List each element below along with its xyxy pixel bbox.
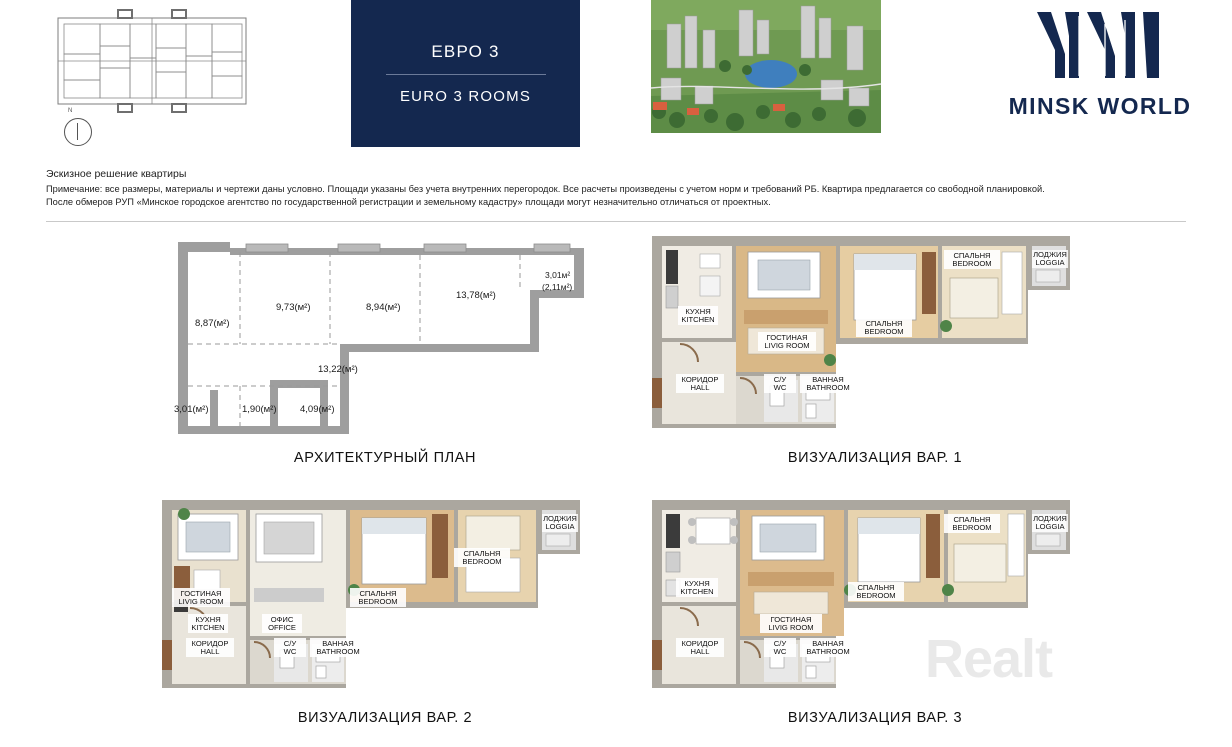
title-english: EURO 3 ROOMS [399, 88, 532, 105]
visualization-variant-2 [150, 492, 620, 697]
room-label-bedroom-right [944, 250, 1000, 269]
mw-monogram-icon [1025, 6, 1175, 84]
svg-text:КОРИДОР: КОРИДОР [681, 375, 719, 384]
room-label-office [262, 614, 302, 633]
room-label-bedroom-mid [350, 588, 406, 607]
compass-north-label: N [68, 108, 73, 114]
room-label-wc [764, 374, 796, 393]
svg-text:3,01(м²): 3,01(м²) [174, 404, 209, 415]
svg-text:С/У: С/У [283, 639, 297, 648]
svg-text:ГОСТИНАЯ: ГОСТИНАЯ [770, 615, 812, 624]
svg-text:ЛОДЖИЯ: ЛОДЖИЯ [1033, 514, 1067, 523]
room-label-bedroom-mid [856, 318, 912, 337]
svg-text:KITCHEN: KITCHEN [191, 623, 225, 632]
svg-text:BATHROOM: BATHROOM [806, 647, 850, 656]
svg-text:BEDROOM: BEDROOM [856, 591, 896, 600]
svg-text:BEDROOM: BEDROOM [952, 523, 992, 532]
notes-block [46, 168, 1186, 209]
svg-text:HALL: HALL [200, 647, 220, 656]
svg-text:1,90(м²): 1,90(м²) [242, 404, 277, 415]
room-label-loggia [542, 514, 578, 532]
svg-text:ЛОДЖИЯ: ЛОДЖИЯ [543, 514, 577, 523]
svg-text:ВАННАЯ: ВАННАЯ [812, 639, 844, 648]
visualization-2-caption: ВИЗУАЛИЗАЦИЯ ВАР. 2 [297, 710, 473, 726]
room-label-hall [186, 638, 234, 657]
svg-text:ГОСТИНАЯ: ГОСТИНАЯ [766, 333, 808, 342]
svg-text:BEDROOM: BEDROOM [358, 597, 398, 606]
svg-text:BEDROOM: BEDROOM [952, 259, 992, 268]
svg-text:ОФИС: ОФИС [270, 615, 294, 624]
svg-text:LIVIG ROOM: LIVIG ROOM [768, 623, 814, 632]
svg-text:LIVIG ROOM: LIVIG ROOM [178, 597, 224, 606]
room-label-bedroom-right [454, 548, 510, 567]
room-label-kitchen [676, 578, 718, 597]
brand-logo [1000, 6, 1200, 131]
svg-text:BATHROOM: BATHROOM [316, 647, 360, 656]
brand-name: MINSK WORLD [1008, 93, 1192, 119]
compass-icon [64, 118, 92, 146]
architectural-plan-caption: АРХИТЕКТУРНЫЙ ПЛАН [293, 450, 477, 466]
svg-text:СПАЛЬНЯ: СПАЛЬНЯ [953, 251, 991, 260]
svg-text:КОРИДОР: КОРИДОР [681, 639, 719, 648]
room-label-loggia [1032, 250, 1068, 268]
svg-text:КОРИДОР: КОРИДОР [191, 639, 229, 648]
svg-text:13,22(м²): 13,22(м²) [318, 364, 358, 375]
svg-text:9,73(м²): 9,73(м²) [276, 302, 311, 313]
visualization-1-caption: ВИЗУАЛИЗАЦИЯ ВАР. 1 [787, 450, 963, 466]
svg-text:(2,11м²): (2,11м²) [542, 282, 573, 292]
svg-text:KITCHEN: KITCHEN [680, 587, 714, 596]
architectural-plan [150, 230, 620, 445]
room-label-bathroom [310, 638, 366, 657]
area-label-group [174, 270, 572, 415]
room-label-bedroom-mid [848, 582, 904, 601]
room-label-bathroom [800, 374, 856, 393]
notes-line-2: После обмеров РУП «Минское городское агентство по государственной регистрации и земельному кадастру» площади могут незначительно отличаться от проектных. [46, 197, 771, 208]
svg-text:HALL: HALL [690, 383, 710, 392]
svg-text:WC: WC [773, 383, 787, 392]
horizontal-divider [46, 221, 1186, 222]
svg-text:ГОСТИНАЯ: ГОСТИНАЯ [180, 589, 222, 598]
svg-text:8,87(м²): 8,87(м²) [195, 318, 230, 329]
notes-title: Эскизное решение квартиры [46, 168, 187, 180]
svg-text:ЛОДЖИЯ: ЛОДЖИЯ [1033, 250, 1067, 259]
svg-text:КУХНЯ: КУХНЯ [684, 579, 710, 588]
room-label-kitchen [678, 306, 718, 325]
svg-text:KITCHEN: KITCHEN [681, 315, 715, 324]
svg-text:3,01м²: 3,01м² [545, 270, 571, 280]
svg-text:С/У: С/У [773, 375, 787, 384]
room-label-living [758, 332, 816, 351]
title-russian: ЕВРО 3 [431, 42, 500, 61]
svg-text:LOGGIA: LOGGIA [1035, 258, 1065, 267]
notes-line-1: Примечание: все размеры, материалы и чертежи даны условно. Площади указаны без учета внутренних перегородок. Все расчеты произведены с учетом норм и требований РБ. Квартира предлагается со свободной планировкой. [46, 184, 1045, 194]
svg-text:ВАННАЯ: ВАННАЯ [322, 639, 354, 648]
room-label-living [760, 614, 822, 633]
svg-text:КУХНЯ: КУХНЯ [685, 307, 711, 316]
watermark [925, 628, 1052, 690]
svg-text:ВАННАЯ: ВАННАЯ [812, 375, 844, 384]
room-label-living [172, 588, 230, 607]
svg-text:СПАЛЬНЯ: СПАЛЬНЯ [953, 515, 991, 524]
svg-text:WC: WC [283, 647, 297, 656]
svg-text:BEDROOM: BEDROOM [462, 557, 502, 566]
svg-text:OFFICE: OFFICE [268, 623, 296, 632]
room-label-bathroom [800, 638, 856, 657]
svg-text:СПАЛЬНЯ: СПАЛЬНЯ [857, 583, 895, 592]
svg-text:8,94(м²): 8,94(м²) [366, 302, 401, 313]
room-label-hall [676, 374, 724, 393]
room-label-kitchen [188, 614, 228, 633]
aerial-district-render-photo [651, 0, 881, 133]
visualization-3-caption: ВИЗУАЛИЗАЦИЯ ВАР. 3 [787, 710, 963, 726]
svg-text:4,09(м²): 4,09(м²) [300, 404, 335, 415]
svg-text:СПАЛЬНЯ: СПАЛЬНЯ [865, 319, 903, 328]
svg-text:СПАЛЬНЯ: СПАЛЬНЯ [359, 589, 397, 598]
room-label-wc [764, 638, 796, 657]
svg-text:LOGGIA: LOGGIA [1035, 522, 1065, 531]
svg-text:СПАЛЬНЯ: СПАЛЬНЯ [463, 549, 501, 558]
room-label-wc [274, 638, 306, 657]
apartment-type-title-block [351, 0, 580, 147]
svg-text:LOGGIA: LOGGIA [545, 522, 575, 531]
visualization-variant-1 [640, 228, 1110, 443]
svg-text:BEDROOM: BEDROOM [864, 327, 904, 336]
room-label-loggia [1032, 514, 1068, 532]
svg-text:С/У: С/У [773, 639, 787, 648]
room-label-hall [676, 638, 724, 657]
room-label-bedroom-right [944, 514, 1000, 533]
svg-text:КУХНЯ: КУХНЯ [195, 615, 221, 624]
document-header [0, 0, 1232, 160]
floor-plan-thumbnail-icon [52, 8, 252, 118]
svg-text:HALL: HALL [690, 647, 710, 656]
svg-text:13,78(м²): 13,78(м²) [456, 290, 496, 301]
svg-text:LIVIG ROOM: LIVIG ROOM [764, 341, 810, 350]
svg-text:WC: WC [773, 647, 787, 656]
watermark-text: Realt [925, 629, 1053, 689]
svg-text:BATHROOM: BATHROOM [806, 383, 850, 392]
